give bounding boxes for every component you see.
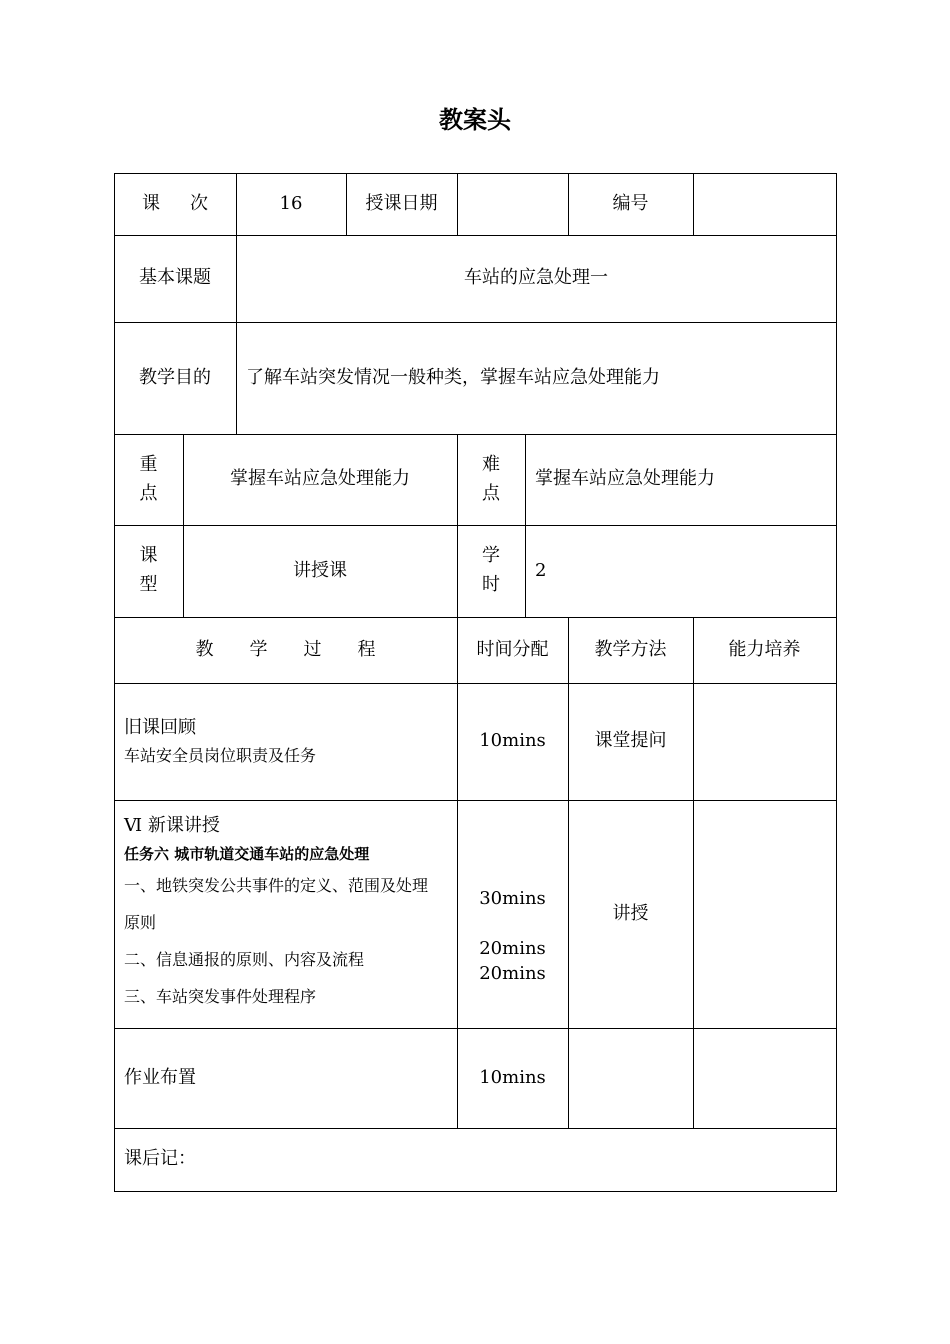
objective-label: 教学目的 — [139, 366, 211, 388]
method-header: 教学方法 — [594, 638, 667, 660]
date-label: 授课日期 — [365, 192, 438, 214]
time-value: 20mins — [479, 963, 546, 984]
new-lesson-time — [457, 800, 568, 1028]
lesson-item: 一、地铁突发公共事件的定义、范围及处理 — [124, 875, 429, 895]
date-value — [457, 173, 568, 235]
lesson-plan-table — [114, 173, 837, 1192]
code-label: 编号 — [612, 192, 649, 214]
task-title: 任务六 城市轨道交通车站的应急处理 — [124, 844, 370, 863]
review-method: 课堂提问 — [594, 730, 667, 752]
code-value — [693, 173, 836, 235]
objective-value: 了解车站突发情况一般种类，掌握车站应急处理能力 — [246, 366, 660, 388]
time-value: 30mins — [479, 888, 546, 909]
hours-value: 2 — [535, 559, 547, 581]
lesson-item: 原则 — [124, 912, 157, 932]
lesson-number-value: 16 — [279, 192, 303, 214]
homework-time: 10mins — [479, 1066, 546, 1088]
process-header — [114, 617, 457, 683]
label-char: 难 — [482, 453, 500, 475]
label-char: 点 — [482, 482, 500, 504]
label-char: 点 — [139, 482, 158, 504]
label-char: 重 — [139, 453, 158, 475]
label-char: 学 — [482, 545, 500, 567]
review-time: 10mins — [479, 730, 546, 752]
homework-label: 作业布置 — [124, 1066, 196, 1088]
header-char: 学 — [249, 638, 268, 660]
label-char: 课 — [139, 545, 158, 567]
lesson-number-label — [114, 173, 236, 235]
ability-header: 能力培养 — [728, 638, 801, 660]
key-point-value: 掌握车站应急处理能力 — [230, 468, 410, 490]
review-title: 旧课回顾 — [124, 717, 196, 739]
lesson-item: 二、信息通报的原则、内容及流程 — [124, 949, 365, 969]
difficulty-value: 掌握车站应急处理能力 — [535, 468, 715, 490]
homework-method — [568, 1028, 693, 1128]
header-char: 程 — [357, 638, 376, 660]
page-title: 教案头 — [439, 106, 511, 134]
label-char: 时 — [482, 574, 500, 595]
key-point-label — [114, 434, 183, 525]
new-lesson-ability — [693, 800, 836, 1028]
time-value: 20mins — [479, 938, 546, 959]
review-ability — [693, 683, 836, 800]
class-type-value: 讲授课 — [293, 559, 347, 581]
label-char: 型 — [139, 574, 158, 595]
new-lesson-heading: Ⅵ 新课讲授 — [124, 815, 220, 836]
hours-label — [457, 525, 525, 617]
new-lesson-cell — [114, 800, 457, 1028]
label-char: 次 — [190, 192, 208, 214]
time-header: 时间分配 — [476, 638, 549, 660]
review-detail: 车站安全员岗位职责及任务 — [124, 746, 317, 766]
class-type-label — [114, 525, 183, 617]
topic-value: 车站的应急处理一 — [464, 267, 608, 289]
homework-ability — [693, 1028, 836, 1128]
header-char: 教 — [195, 638, 214, 660]
new-lesson-method: 讲授 — [612, 902, 649, 924]
label-char: 课 — [142, 192, 160, 214]
difficulty-label — [457, 434, 525, 525]
review-cell — [114, 683, 457, 800]
after-class-notes: 课后记： — [124, 1148, 196, 1170]
topic-label: 基本课题 — [139, 267, 211, 289]
lesson-item: 三、车站突发事件处理程序 — [124, 986, 317, 1006]
header-char: 过 — [303, 638, 322, 660]
